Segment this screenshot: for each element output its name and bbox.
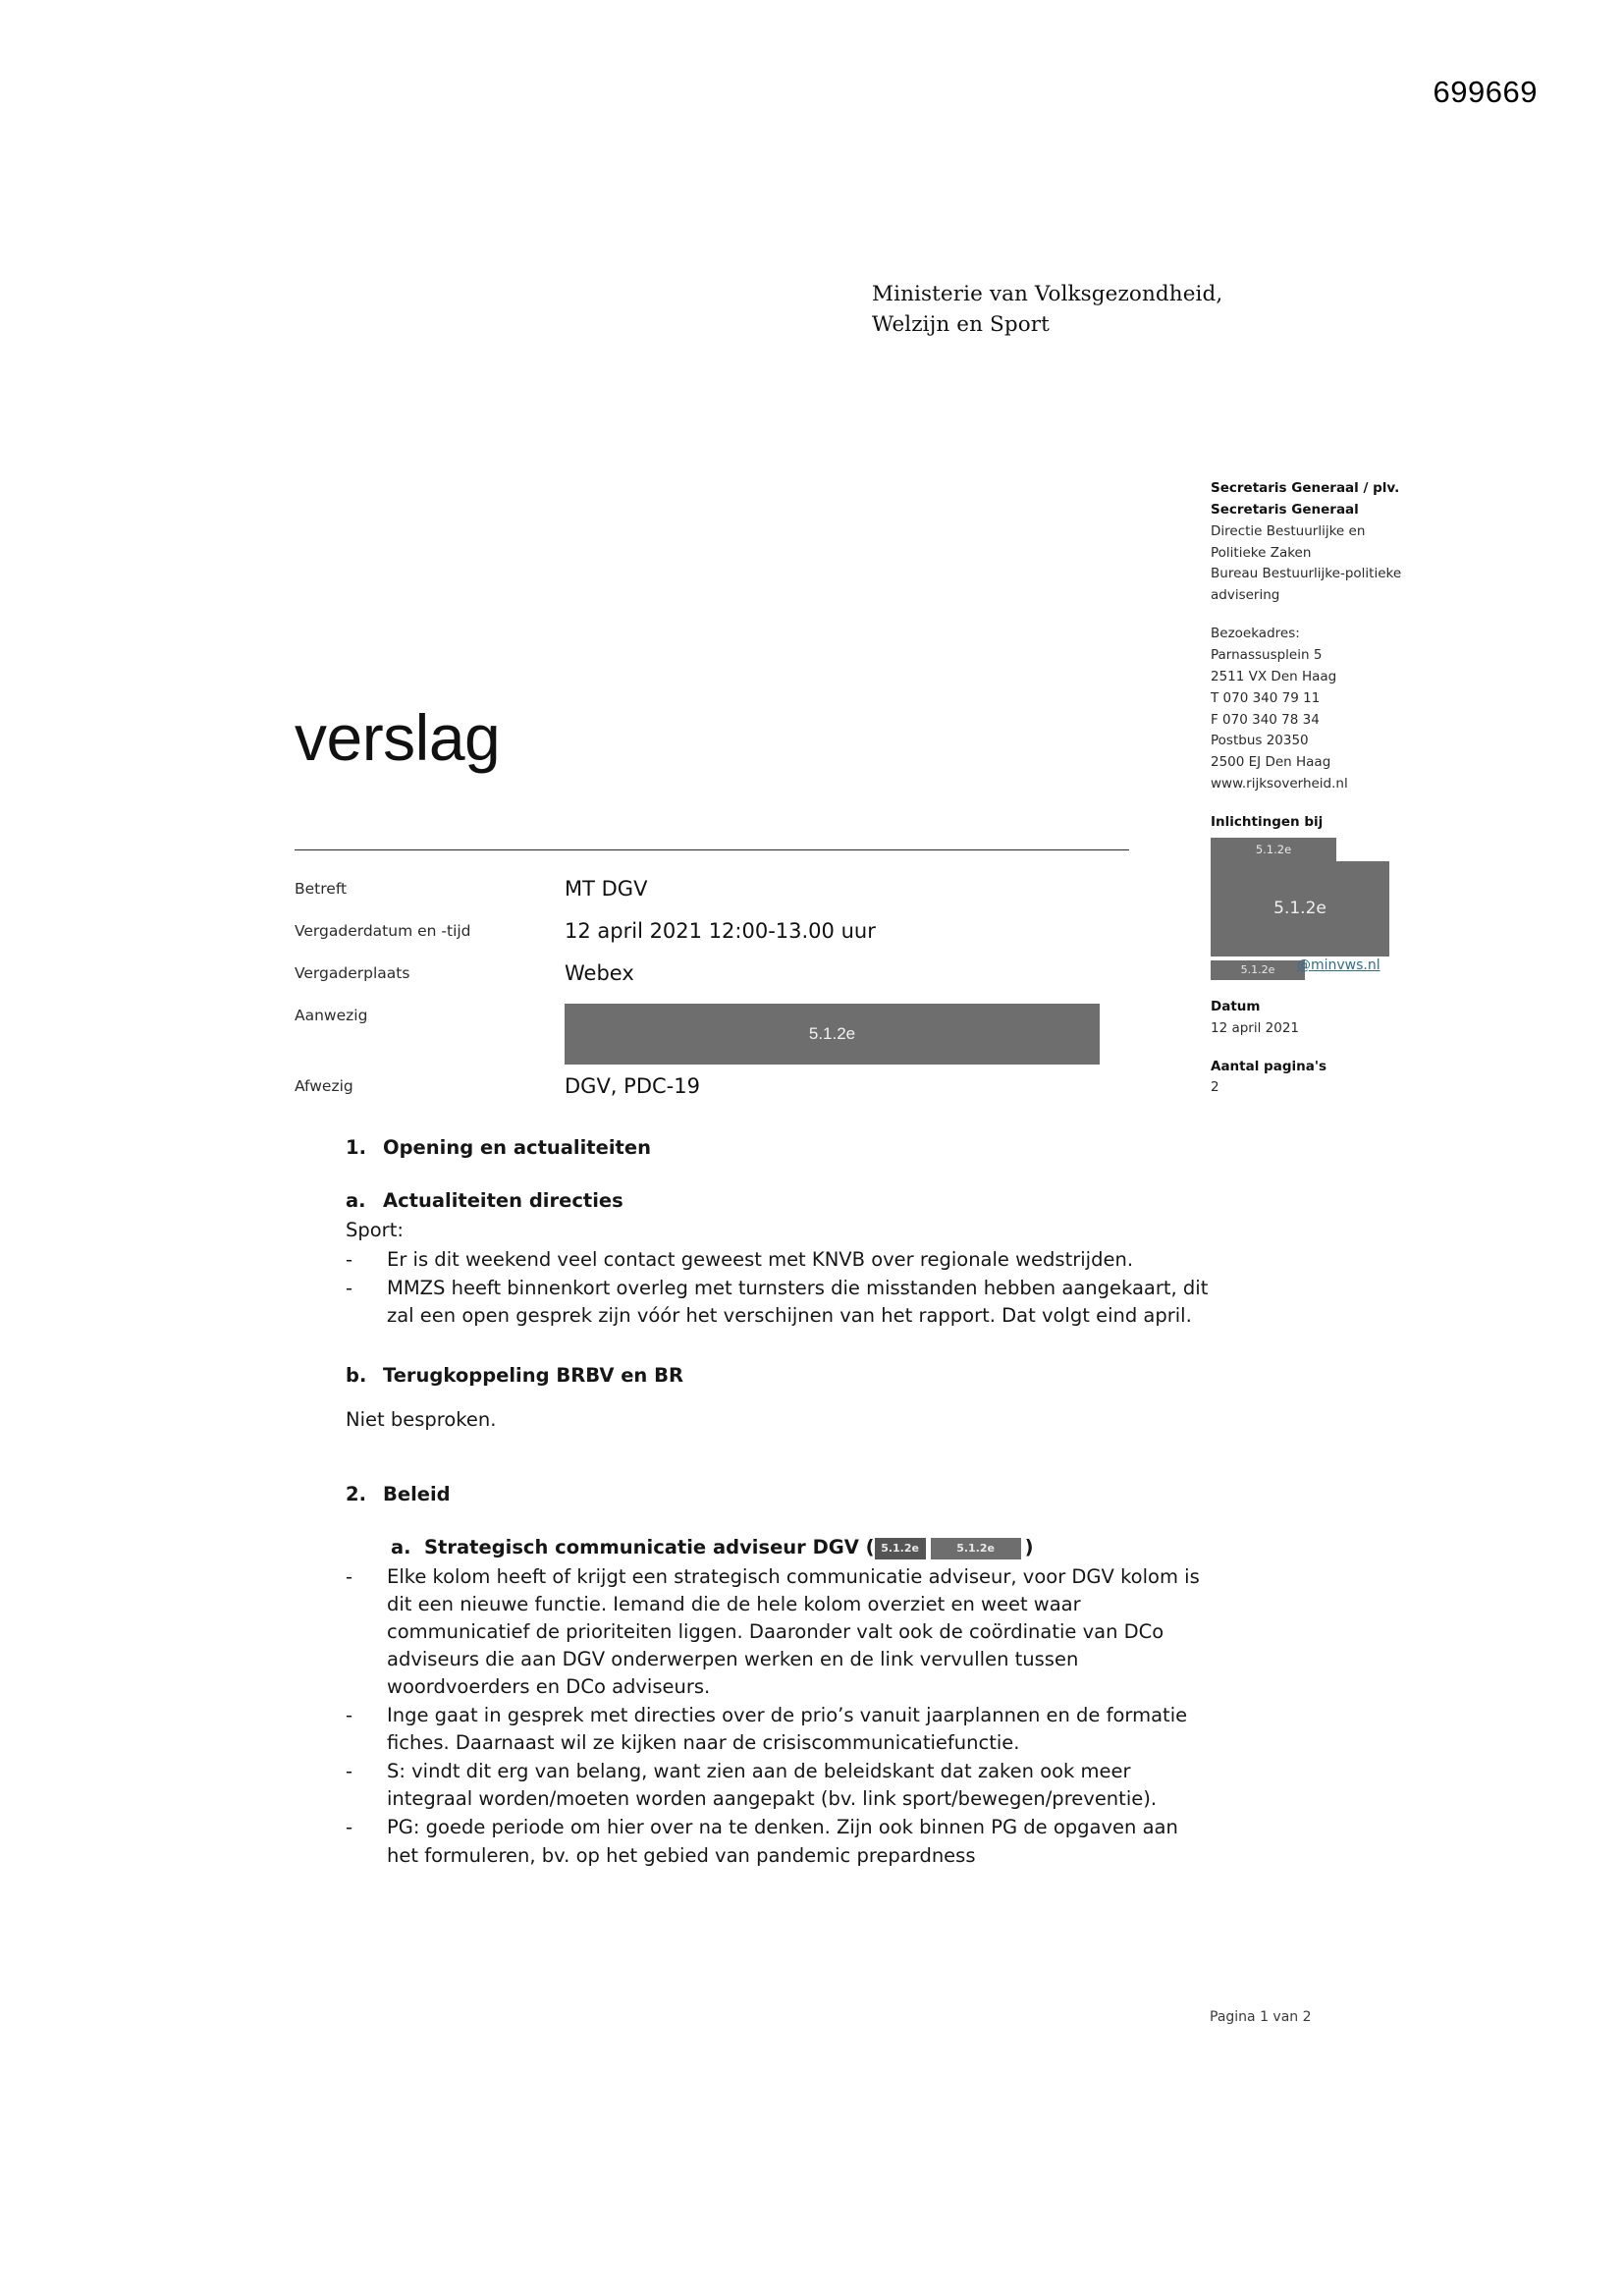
redaction-block-inline-2: 5.1.2e xyxy=(931,1538,1021,1559)
meta-value-betreft: MT DGV xyxy=(565,877,648,901)
sidebar-pages xyxy=(1211,1057,1468,1100)
fax-number: F 070 340 78 34 xyxy=(1211,711,1320,728)
ministry-logotype xyxy=(872,280,1222,340)
date-value: 12 april 2021 xyxy=(1211,1019,1300,1036)
address-label: Bezoekadres: xyxy=(1211,626,1300,642)
redaction-block-email-user: 5.1.2e xyxy=(1211,960,1305,980)
section-1b-text: Niet besproken. xyxy=(346,1407,497,1431)
list-item: - MMZS heeft binnenkort overleg met turnsters die misstanden hebben aangekaart, dit zal een open gesprek zijn vóór het verschijnen van het rapport. Dat volgt eind april. xyxy=(346,1275,1210,1330)
sidebar-address xyxy=(1211,624,1468,795)
meta-value-vergaderdatum: 12 april 2021 12:00-13.00 uur xyxy=(565,919,876,943)
sidebar-info-column xyxy=(1211,478,1468,1116)
section-2-heading xyxy=(346,1481,1210,1508)
meta-label-vergaderplaats: Vergaderplaats xyxy=(295,964,410,982)
meta-table xyxy=(295,877,1139,1117)
meta-label-vergaderdatum: Vergaderdatum en -tijd xyxy=(295,922,471,940)
section-2-marker: 2. xyxy=(346,1482,366,1505)
org-line-1: Secretaris Generaal / plv. xyxy=(1211,480,1400,496)
dept-line-4: advisering xyxy=(1211,587,1280,604)
meta-row xyxy=(295,1004,1139,1061)
section-1b-marker: b. xyxy=(346,1364,367,1388)
meta-row xyxy=(295,877,1139,905)
dept-line-3: Bureau Bestuurlijke-politieke xyxy=(1211,566,1402,582)
document-body xyxy=(346,1134,1210,1871)
dept-line-1: Directie Bestuurlijke en xyxy=(1211,522,1366,539)
list-item: - S: vindt dit erg van belang, want zien aan de beleidskant dat zaken ook meer integraal worden/moeten worden aangepakt (bv. link sport/bewegen/preventie). xyxy=(346,1758,1210,1813)
pages-value: 2 xyxy=(1211,1079,1219,1096)
list-item: - Er is dit weekend veel contact geweest met KNVB over regionale wedstrijden. xyxy=(346,1246,1210,1274)
sidebar-date xyxy=(1211,997,1468,1040)
section-2a-title-close: ) xyxy=(1024,1535,1034,1558)
ministry-line-1: Ministerie van Volksgezondheid, xyxy=(872,282,1223,306)
spacer xyxy=(346,1467,1210,1481)
contact-email-line xyxy=(1211,958,1468,980)
redaction-block-aanwezig: 5.1.2e xyxy=(565,1004,1100,1065)
redaction-block-contact-name: 5.1.2e xyxy=(1211,838,1336,861)
postbus-city: 2500 EJ Den Haag xyxy=(1211,754,1331,771)
section-2a-heading xyxy=(346,1534,1210,1561)
spacer xyxy=(346,1331,1210,1362)
email-domain[interactable]: @minvws.nl xyxy=(1297,957,1380,973)
redaction-block-contact-details: 5.1.2e xyxy=(1211,861,1389,957)
section-2a-marker: a. xyxy=(391,1535,411,1558)
meta-value-vergaderplaats: Webex xyxy=(565,961,634,985)
section-2-title: Beleid xyxy=(383,1482,451,1505)
meta-row xyxy=(295,961,1139,990)
section-2a-bullets xyxy=(346,1563,1210,1870)
ministry-line-2: Welzijn en Sport xyxy=(872,311,1050,337)
section-1b-title: Terugkoppeling BRBV en BR xyxy=(383,1364,683,1388)
contact-label: Inlichtingen bij xyxy=(1211,814,1324,831)
section-1a-bullets xyxy=(346,1246,1210,1330)
address-city: 2511 VX Den Haag xyxy=(1211,668,1337,684)
section-1b-heading xyxy=(346,1362,1210,1390)
meta-label-betreft: Betreft xyxy=(295,880,348,898)
address-street: Parnassusplein 5 xyxy=(1211,647,1323,664)
section-1a-intro: Sport: xyxy=(346,1219,404,1242)
meta-label-aanwezig: Aanwezig xyxy=(295,1007,368,1024)
section-2a-title: Strategisch communicatie adviseur DGV ( xyxy=(424,1535,875,1558)
section-1a-marker: a. xyxy=(346,1189,366,1213)
meta-value-afwezig: DGV, PDC-19 xyxy=(565,1074,700,1098)
section-1-title: Opening en actualiteiten xyxy=(383,1136,651,1159)
dept-line-2: Politieke Zaken xyxy=(1211,544,1312,561)
meta-label-afwezig: Afwezig xyxy=(295,1077,353,1095)
section-1-marker: 1. xyxy=(346,1136,366,1159)
org-line-2: Secretaris Generaal xyxy=(1211,501,1359,518)
postbus: Postbus 20350 xyxy=(1211,733,1309,749)
list-item: - Elke kolom heeft of krijgt een strategisch communicatie adviseur, voor DGV kolom is dit een nieuwe functie. Iemand die de hele kolom overziet en weet waar communicatief de prioriteiten liggen. Daaronder valt ook de coördinatie van DCo adviseurs die aan DGV onderwerpen werken en de link vervullen tussen woordvoerders en DCo adviseurs. xyxy=(346,1563,1210,1701)
meta-row xyxy=(295,919,1139,948)
section-1-heading xyxy=(346,1134,1210,1162)
list-item: - Inge gaat in gesprek met directies over de prio’s vanuit jaarplannen en de formatie fiches. Daarnaast wil ze kijken naar de crisiscommunicatiefunctie. xyxy=(346,1702,1210,1757)
page-footer: Pagina 1 van 2 xyxy=(1210,2009,1312,2025)
title-divider xyxy=(295,849,1129,850)
sidebar-contact xyxy=(1211,812,1468,980)
section-1a-heading xyxy=(346,1187,1210,1215)
pages-label: Aantal pagina's xyxy=(1211,1058,1327,1074)
phone-number: T 070 340 79 11 xyxy=(1211,689,1321,706)
spacer xyxy=(346,1436,1210,1467)
date-label: Datum xyxy=(1211,998,1261,1014)
website-url[interactable]: www.rijksoverheid.nl xyxy=(1211,776,1348,793)
redaction-block-inline-1: 5.1.2e xyxy=(875,1538,926,1559)
scan-number: 699669 xyxy=(1433,75,1538,109)
page-title: verslag xyxy=(295,701,501,774)
sidebar-organisation xyxy=(1211,478,1468,607)
list-item: - PG: goede periode om hier over na te denken. Zijn ook binnen PG de opgaven aan het formuleren, bv. op het gebied van pandemic prepardness xyxy=(346,1814,1210,1869)
spacer xyxy=(346,1393,1210,1406)
meta-row xyxy=(295,1074,1139,1103)
section-1a-title: Actualiteiten directies xyxy=(383,1189,623,1213)
